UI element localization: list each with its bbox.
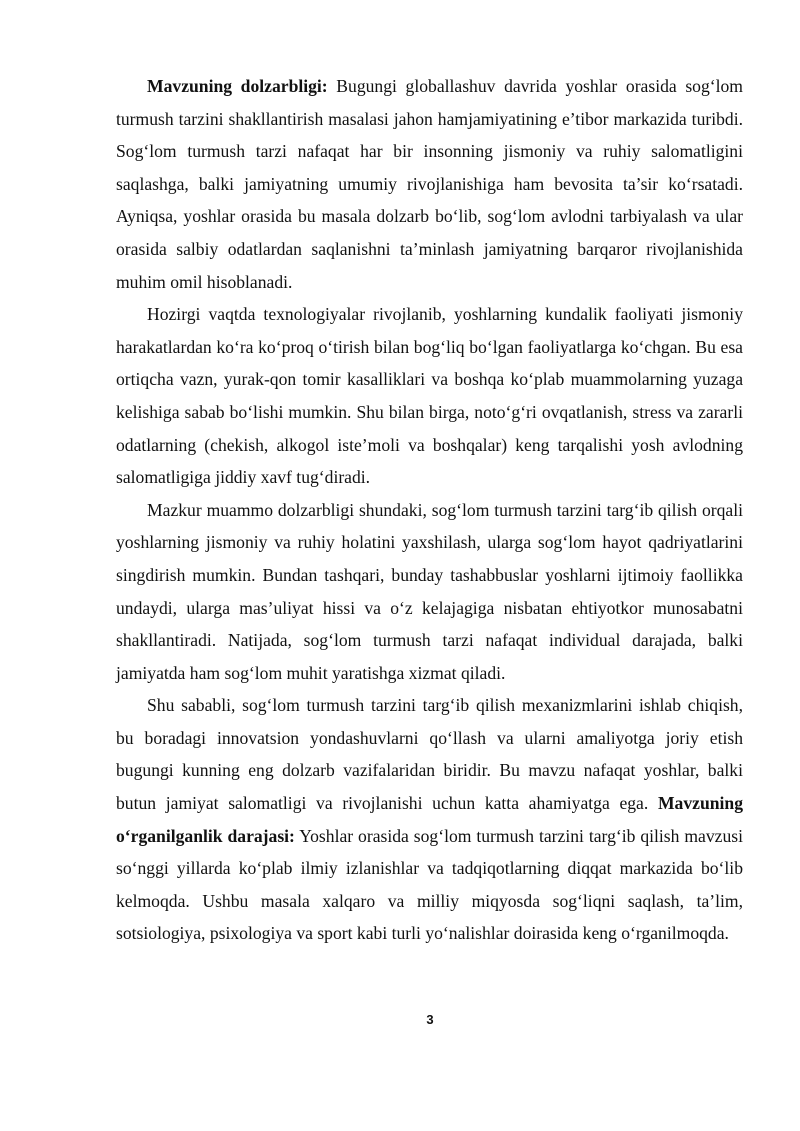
heading-relevance: Mavzuning dolzarbligi: bbox=[147, 76, 328, 96]
paragraph-text: Shu sababli, sog‘lom turmush tarzini targ‘ib qilish mexanizmlarini ishlab chiqish, bu boradagi innovatsion yondashuvlarni qo‘llash va ularni amaliyotga joriy etish bugungi kunning eng dolzarb vazifalaridan biridir. Bu mavzu nafaqat yoshlar, balki butun jamiyat salomatligi va rivojlanishi uchun katta ahamiyatga ega. bbox=[116, 695, 743, 814]
paragraph-technology bbox=[116, 298, 743, 494]
paragraph-text: Hozirgi vaqtda texnologiyalar rivojlanib, yoshlarning kundalik faoliyati jismoniy harakatlardan ko‘ra ko‘proq o‘tirish bilan bog‘liq bo‘lgan faoliyatlarga ko‘chgan. Bu esa ortiqcha vazn, yurak-qon tomir kasalliklari va boshqa ko‘plab muammolarning yuzaga kelishiga sabab bo‘lishi mumkin. Shu bilan birga, noto‘g‘ri ovqatlanish, stress va zararli odatlarning (chekish, alkogol iste’moli va boshqalar) keng tarqalishi yosh avlodning salomatligiga jiddiy xavf tug‘diradi. bbox=[116, 304, 743, 488]
page-number: 3 bbox=[426, 1012, 434, 1027]
paragraph-problem bbox=[116, 494, 743, 690]
paragraph-text: Bugungi globallashuv davrida yoshlar orasida sog‘lom turmush tarzini shakllantirish masalasi jahon hamjamiyatining e’tibor markazida turibdi. Sog‘lom turmush tarzi nafaqat har bir insonning jismoniy va ruhiy salomatligini saqlashga, balki jamiyatning umumiy rivojlanishiga ham bevosita ta’sir ko‘rsatadi. Ayniqsa, yoshlar orasida bu masala dolzarb bo‘lib, sog‘lom avlodni tarbiyalash va ular orasida salbiy odatlardan saqlanishni ta’minlash jamiyatning barqaror rivojlanishida muhim omil hisoblanadi. bbox=[116, 76, 743, 292]
document-body bbox=[116, 70, 743, 950]
paragraph-relevance bbox=[116, 70, 743, 298]
heading-study-degree: Mavzuning o‘rganilganlik darajasi: bbox=[116, 793, 743, 846]
paragraph-text: Yoshlar orasida sog‘lom turmush tarzini targ‘ib qilish mavzusi so‘nggi yillarda ko‘plab ilmiy izlanishlar va tadqiqotlarning diqqat markazida bo‘lib kelmoqda. Ushbu masala xalqaro va milliy miqyosda sog‘liqni saqlash, ta’lim, sotsiologiya, psixologiya va sport kabi turli yo‘nalishlar doirasida keng o‘rganilmoqda. bbox=[116, 825, 743, 944]
paragraph-text: Mazkur muammo dolzarbligi shundaki, sog‘lom turmush tarzini targ‘ib qilish orqali yoshlarning jismoniy va ruhiy holatini yaxshilash, ularga sog‘lom hayot qadriyatlarini singdirish mumkin. Bundan tashqari, bunday tashabbuslar yoshlarni ijtimoiy faollikka undaydi, ularga mas’uliyat hissi va o‘z kelajagiga nisbatan ehtiyotkor munosabatni shakllantiradi. Natijada, sog‘lom turmush tarzi nafaqat individual darajada, balki jamiyatda ham sog‘lom muhit yaratishga xizmat qiladi. bbox=[116, 499, 743, 683]
paragraph-study-degree bbox=[116, 689, 743, 950]
